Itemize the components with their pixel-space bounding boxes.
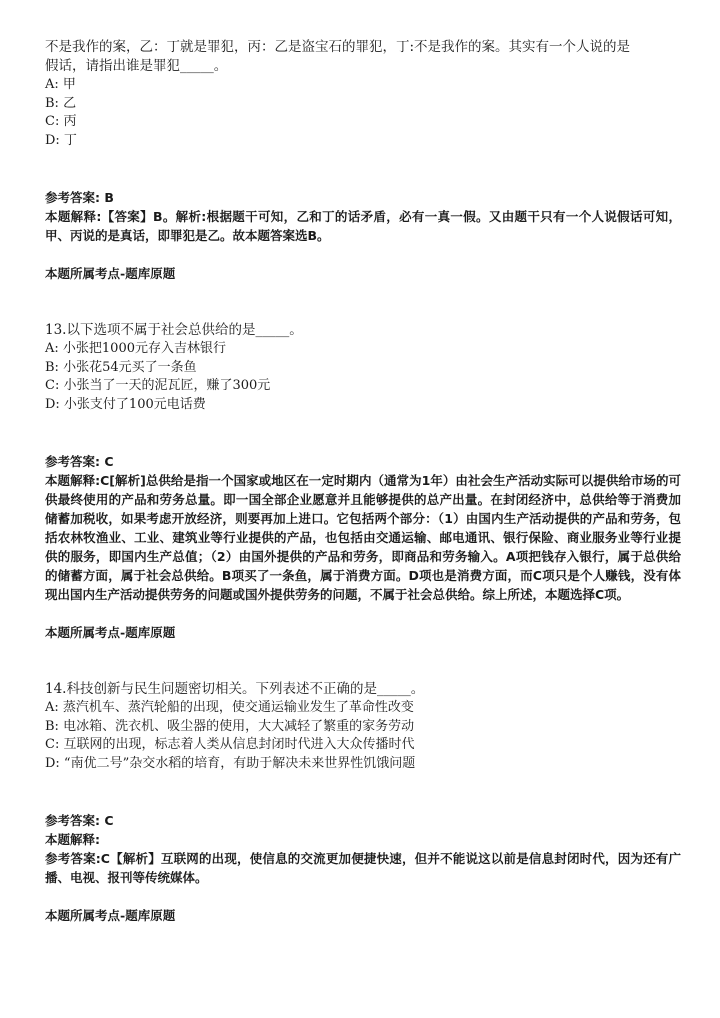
- question-text-line-1: 不是我作的案，乙：丁就是罪犯，丙：乙是盗宝石的罪犯，丁:不是我作的案。其实有一个人说的是: [45, 39, 631, 55]
- option-d: D: “南优二号”杂交水稻的培育，有助于解决未来世界性饥饿问题: [45, 755, 416, 771]
- topic-label: 本题所属考点-题库原题: [45, 266, 176, 281]
- explanation-label: 本题解释:: [45, 832, 100, 847]
- option-b: B: 乙: [45, 95, 77, 111]
- option-c: C: 互联网的出现，标志着人类从信息封闭时代进入大众传播时代: [45, 737, 415, 752]
- explanation: 参考答案:C【解析】互联网的出现，使信息的交流更加便捷快速，但并不能说这以前是信息封闭时代，因为还有广播、电视、报刊等传统媒体。: [45, 851, 681, 885]
- question-text-line-2: 假话，请指出谁是罪犯_____。: [45, 58, 228, 74]
- document-page: [45, 38, 681, 925]
- question-14: [45, 680, 681, 925]
- option-b: B: 小张花54元买了一条鱼: [45, 359, 197, 375]
- topic-label: 本题所属考点-题库原题: [45, 908, 176, 923]
- reference-answer: 参考答案: C: [45, 454, 114, 469]
- question-text: 14.科技创新与民生问题密切相关。下列表述不正确的是_____。: [45, 681, 425, 697]
- option-c: C: 小张当了一天的泥瓦匠，赚了300元: [45, 378, 271, 393]
- option-d: D: 小张支付了100元电话费: [45, 396, 206, 412]
- topic-label: 本题所属考点-题库原题: [45, 625, 176, 640]
- question-13: [45, 321, 681, 642]
- explanation: 本题解释:【答案】B。解析:根据题干可知，乙和丁的话矛盾，必有一真一假。又由题干只有一个人说假话可知，甲、丙说的是真话，即罪犯是乙。故本题答案选B。: [45, 209, 681, 243]
- question-12: [45, 38, 681, 283]
- question-text: [45, 38, 681, 76]
- option-a: A: 甲: [45, 77, 76, 92]
- reference-answer: 参考答案: C: [45, 813, 114, 828]
- option-d: D: 丁: [45, 132, 77, 148]
- option-a: A: 小张把1000元存入吉林银行: [45, 341, 226, 356]
- option-b: B: 电冰箱、洗衣机、吸尘器的使用，大大减轻了繁重的家务劳动: [45, 718, 415, 734]
- option-c: C: 丙: [45, 114, 77, 129]
- explanation: 本题解释:C[解析]总供给是指一个国家或地区在一定时期内（通常为1年）由社会生产活动实际可以提供给市场的可供最终使用的产品和劳务总量。即一国全部企业愿意并且能够提供的总产出量。在封闭经济中，总供给等于消费加储蓄加税收，如果考虑开放经济，则要再加上进口。它包括两个部分：（1）由国内生产活动提供的产品和劳务，包括农林牧渔业、工业、建筑业等行业提供的产品，也包括由交通运输、邮电通讯、银行保险、商业服务业等行业提供的服务，即国内生产总值；（2）由国外提供的产品和劳务，即商品和劳务输入。A项把钱存入银行，属于总供给的储蓄方面，属于社会总供给。B项买了一条鱼，属于消费方面。D项也是消费方面，而C项只是个人赚钱，没有体现出国内生产活动提供劳务的问题或国外提供劳务的问题，不属于社会总供给。综上所述，本题选择C项。: [45, 473, 681, 602]
- reference-answer: 参考答案: B: [45, 190, 114, 205]
- question-text: 13.以下选项不属于社会总供给的是_____。: [45, 322, 303, 338]
- option-a: A: 蒸汽机车、蒸汽轮船的出现，使交通运输业发生了革命性改变: [45, 700, 414, 715]
